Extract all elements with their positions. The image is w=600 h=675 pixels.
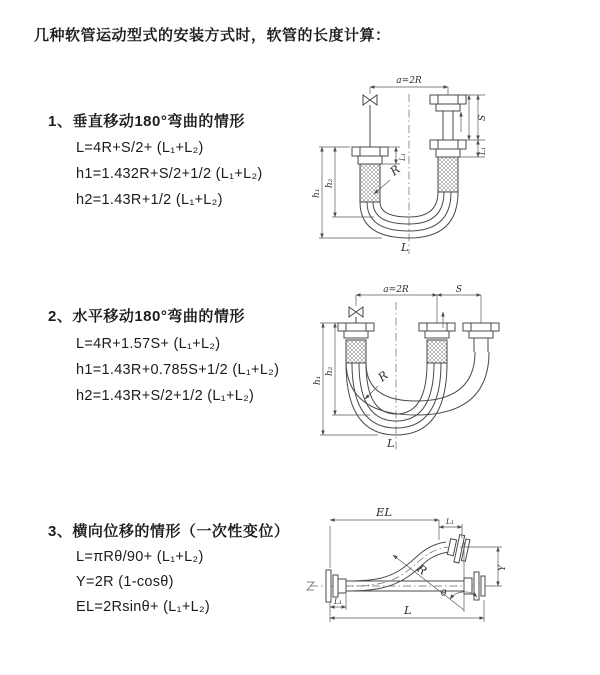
section-2-formula-h2: h2=1.43R+S/2+1/2 (L₁+L₂) xyxy=(76,388,255,404)
section-2-formula-L: L=4R+1.57S+ (L₁+L₂) xyxy=(76,336,221,352)
length-label: L xyxy=(404,603,412,617)
section-3-formula-Y: Y=2R (1-cosθ) xyxy=(76,574,174,590)
dim-label-y: Y xyxy=(498,565,508,571)
dim-label-l1-right: L₁ xyxy=(478,147,487,155)
left-hose-leg xyxy=(352,147,388,202)
dim-label-s: S xyxy=(478,114,488,121)
dim-label-span: a=2R xyxy=(383,285,409,295)
diagram-vertical-180-bend xyxy=(306,70,586,262)
section-1-formula-h1: h1=1.432R+S/2+1/2 (L₁+L₂) xyxy=(76,166,263,182)
section-2-formula-h1: h1=1.43R+0.785S+1/2 (L₁+L₂) xyxy=(76,362,280,378)
s-curve-hose-displaced-position xyxy=(346,533,471,591)
section-3-formula-L: L=πRθ/90+ (L₁+L₂) xyxy=(76,549,204,565)
diagram-horizontal-180-bend xyxy=(308,282,600,460)
top-dimensions xyxy=(356,285,481,323)
section-1-formula-h2: h2=1.43R+1/2 (L₁+L₂) xyxy=(76,192,223,208)
right-pipe-leg xyxy=(430,95,466,192)
dim-label-l1-left: L₁ xyxy=(334,597,342,606)
radius-label: R xyxy=(387,161,403,179)
radius-label: R xyxy=(375,367,391,385)
section-1-heading: 1、垂直移动180°弯曲的情形 xyxy=(48,113,245,130)
radius-callout xyxy=(365,368,391,399)
page-title: 几种软管运动型式的安装方式时，软管的长度计算： xyxy=(34,27,391,44)
dim-label-el: EL xyxy=(375,505,393,519)
angle-label: θ xyxy=(441,589,447,599)
valve-icon xyxy=(363,95,377,147)
length-label: L xyxy=(387,436,395,450)
radius-label: R xyxy=(414,561,430,578)
length-label: L xyxy=(401,240,409,254)
section-2-heading: 2、水平移动180°弯曲的情形 xyxy=(48,308,245,325)
diagram-lateral-displacement xyxy=(298,500,600,650)
section-3-formula-EL: EL=2Rsinθ+ (L₁+L₂) xyxy=(76,599,211,615)
dim-label-h2: h₂ xyxy=(325,178,335,188)
left-hose-leg xyxy=(338,323,374,363)
dim-label-h2: h₂ xyxy=(325,366,335,376)
hose-u-bend-curves xyxy=(346,352,489,435)
dim-label-h1: h₁ xyxy=(313,375,323,385)
section-3-heading: 3、横向位移的情形（一次性变位） xyxy=(48,523,290,540)
tilted-flange xyxy=(446,533,470,564)
dim-label-span: a=2R xyxy=(396,76,422,86)
dim-label-l1-top: L₁ xyxy=(446,517,454,526)
dim-label-s: S xyxy=(455,285,463,295)
dim-label-h1: h₁ xyxy=(312,188,322,198)
section-1-formula-L: L=4R+S/2+ (L₁+L₂) xyxy=(76,140,204,156)
top-span-dimension xyxy=(370,76,448,95)
dim-label-l1-left: L₁ xyxy=(398,153,407,161)
l1-left-dimension xyxy=(330,594,346,610)
right-hose-leg-displaced xyxy=(463,323,499,352)
l-dimension xyxy=(330,600,484,622)
valve-icon xyxy=(349,307,363,323)
middle-hose-leg xyxy=(419,323,455,363)
l1-top-dimension xyxy=(439,517,462,538)
